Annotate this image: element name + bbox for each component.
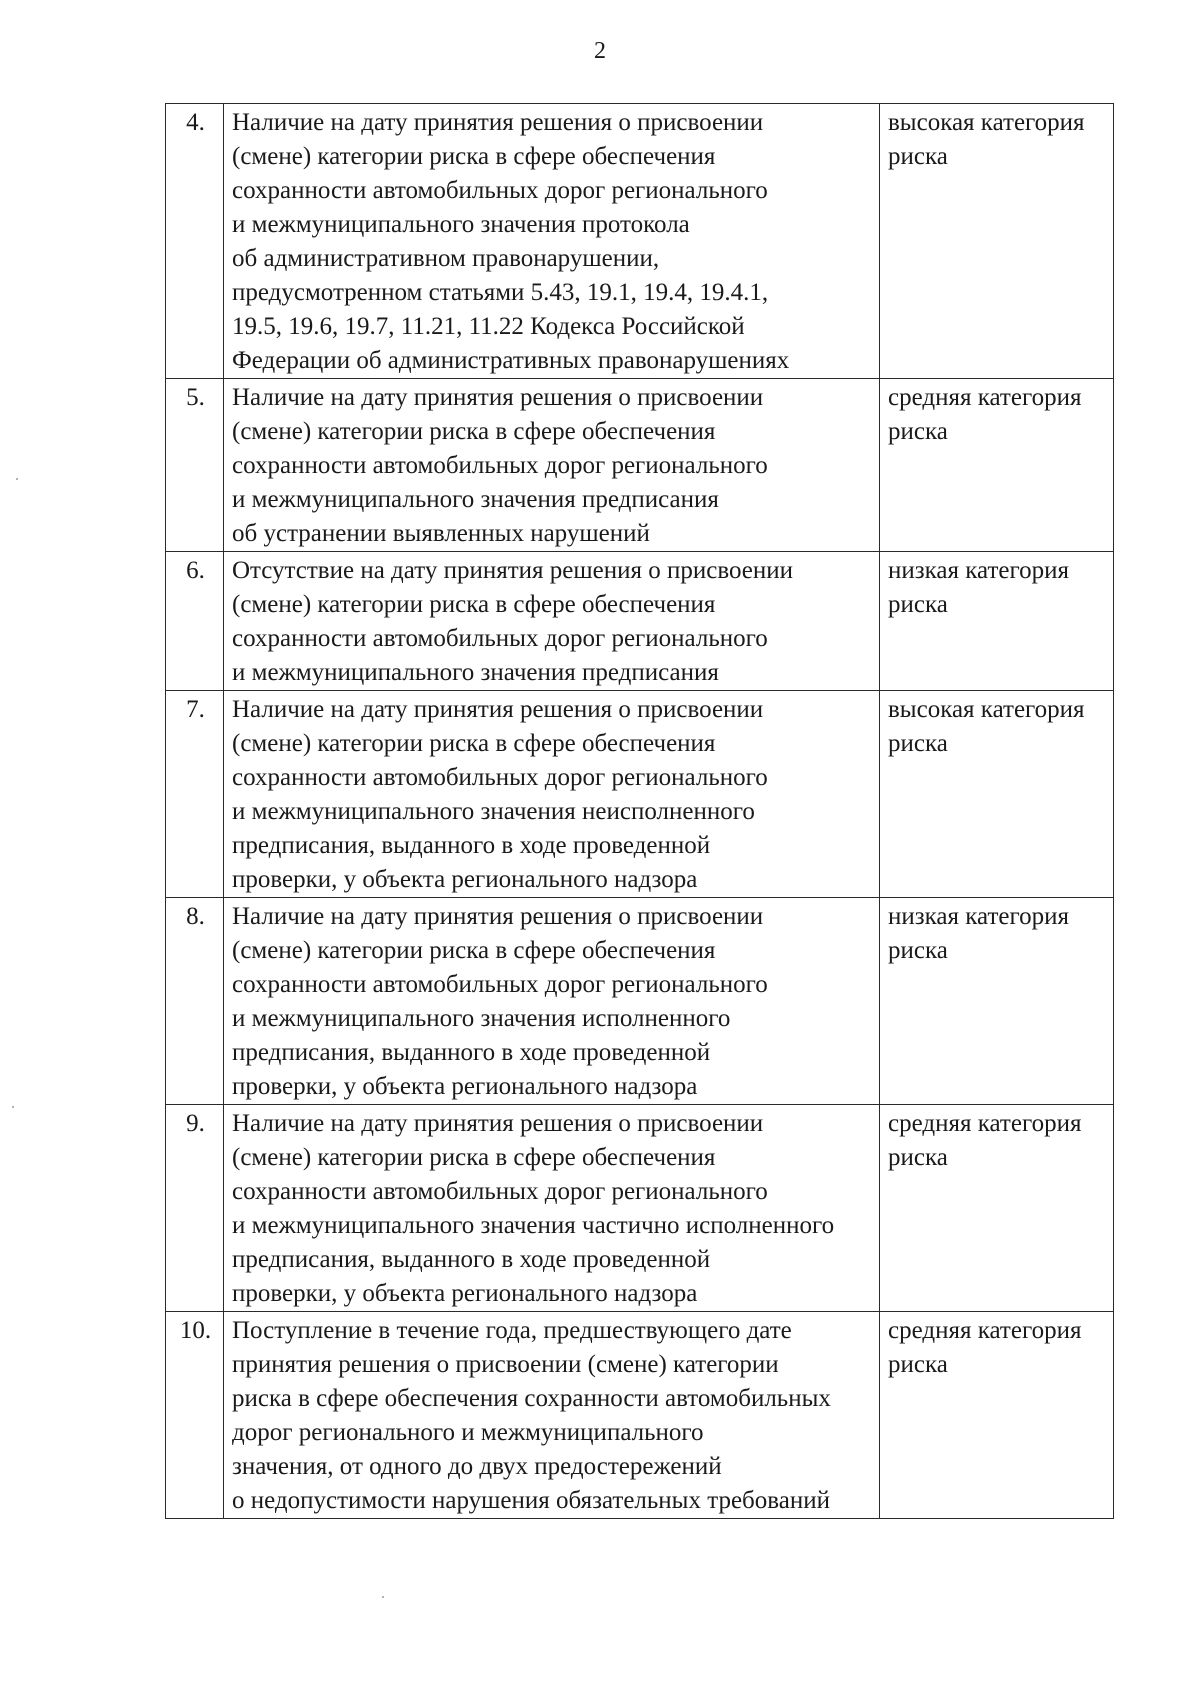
- description-line: (смене) категории риска в сфере обеспечения: [232, 418, 716, 445]
- criterion-description: [224, 104, 880, 379]
- row-number: 6.: [166, 552, 224, 691]
- description-line: предписания, выданного в ходе проведенной: [232, 832, 711, 859]
- description-line: и межмуниципального значения протокола: [232, 211, 690, 238]
- criterion-description: [224, 552, 880, 691]
- description-line: сохранности автомобильных дорог регионального: [232, 177, 768, 204]
- row-number: 4.: [166, 104, 224, 379]
- table-row: [166, 898, 1114, 1105]
- row-number: 7.: [166, 691, 224, 898]
- table-row: [166, 1312, 1114, 1519]
- description-line: сохранности автомобильных дорог регионального: [232, 971, 768, 998]
- risk-category: [880, 379, 1114, 552]
- description-line: Наличие на дату принятия решения о присвоении: [232, 903, 764, 930]
- description-line: дорог регионального и межмуниципального: [232, 1419, 704, 1446]
- risk-category-line: средняя категория: [888, 1110, 1082, 1137]
- row-number: 8.: [166, 898, 224, 1105]
- scan-speck: [382, 1596, 384, 1598]
- description-line: о недопустимости нарушения обязательных требований: [232, 1487, 830, 1514]
- table-row: [166, 104, 1114, 379]
- description-line: принятия решения о присвоении (смене) категории: [232, 1351, 779, 1378]
- scan-speck: [16, 478, 18, 480]
- description-line: и межмуниципального значения неисполненного: [232, 798, 755, 825]
- description-line: сохранности автомобильных дорог регионального: [232, 452, 768, 479]
- table-row: [166, 1105, 1114, 1312]
- risk-category-line: риска: [888, 1144, 948, 1171]
- row-number: 10.: [166, 1312, 224, 1519]
- table-row: [166, 379, 1114, 552]
- description-line: Наличие на дату принятия решения о присвоении: [232, 384, 764, 411]
- description-line: сохранности автомобильных дорог регионального: [232, 625, 768, 652]
- description-line: значения, от одного до двух предостережений: [232, 1453, 722, 1480]
- description-line: и межмуниципального значения частично исполненного: [232, 1212, 835, 1239]
- scan-speck: [12, 1106, 14, 1108]
- risk-category-line: риска: [888, 418, 948, 445]
- description-line: об административном правонарушении,: [232, 245, 660, 272]
- description-line: сохранности автомобильных дорог регионального: [232, 764, 768, 791]
- description-line: Поступление в течение года, предшествующего дате: [232, 1317, 792, 1344]
- criterion-description: [224, 898, 880, 1105]
- table-row: [166, 552, 1114, 691]
- criterion-description: [224, 1312, 880, 1519]
- description-line: риска в сфере обеспечения сохранности автомобильных: [232, 1385, 831, 1412]
- row-number: 9.: [166, 1105, 224, 1312]
- description-line: (смене) категории риска в сфере обеспечения: [232, 591, 716, 618]
- risk-category: [880, 1312, 1114, 1519]
- description-line: (смене) категории риска в сфере обеспечения: [232, 143, 716, 170]
- description-line: предписания, выданного в ходе проведенной: [232, 1246, 711, 1273]
- risk-category-line: высокая категория: [888, 696, 1085, 723]
- risk-category: [880, 104, 1114, 379]
- risk-criteria-table: [165, 103, 1114, 1519]
- description-line: проверки, у объекта регионального надзора: [232, 1280, 698, 1307]
- risk-category-line: низкая категория: [888, 903, 1069, 930]
- description-line: Федерации об административных правонарушениях: [232, 347, 790, 374]
- risk-category-line: риска: [888, 730, 948, 757]
- description-line: предписания, выданного в ходе проведенной: [232, 1039, 711, 1066]
- risk-category-line: средняя категория: [888, 384, 1082, 411]
- risk-category-line: средняя категория: [888, 1317, 1082, 1344]
- description-line: 19.5, 19.6, 19.7, 11.21, 11.22 Кодекса Российской: [232, 313, 745, 340]
- risk-category-line: высокая категория: [888, 109, 1085, 136]
- description-line: (смене) категории риска в сфере обеспечения: [232, 937, 716, 964]
- criterion-description: [224, 379, 880, 552]
- risk-category-line: риска: [888, 937, 948, 964]
- description-line: об устранении выявленных нарушений: [232, 520, 650, 547]
- criterion-description: [224, 1105, 880, 1312]
- description-line: предусмотренном статьями 5.43, 19.1, 19.4, 19.4.1,: [232, 279, 769, 306]
- row-number: 5.: [166, 379, 224, 552]
- description-line: Наличие на дату принятия решения о присвоении: [232, 696, 764, 723]
- risk-category-line: риска: [888, 143, 948, 170]
- description-line: проверки, у объекта регионального надзора: [232, 1073, 698, 1100]
- description-line: проверки, у объекта регионального надзора: [232, 866, 698, 893]
- description-line: и межмуниципального значения исполненного: [232, 1005, 731, 1032]
- description-line: Наличие на дату принятия решения о присвоении: [232, 1110, 764, 1137]
- description-line: и межмуниципального значения предписания: [232, 659, 719, 686]
- table-row: [166, 691, 1114, 898]
- risk-category-line: риска: [888, 591, 948, 618]
- risk-category: [880, 1105, 1114, 1312]
- description-line: Наличие на дату принятия решения о присвоении: [232, 109, 764, 136]
- description-line: и межмуниципального значения предписания: [232, 486, 719, 513]
- description-line: сохранности автомобильных дорог регионального: [232, 1178, 768, 1205]
- description-line: Отсутствие на дату принятия решения о присвоении: [232, 557, 793, 584]
- description-line: (смене) категории риска в сфере обеспечения: [232, 730, 716, 757]
- risk-category-line: риска: [888, 1351, 948, 1378]
- risk-category: [880, 691, 1114, 898]
- criterion-description: [224, 691, 880, 898]
- page-number: 2: [594, 38, 606, 64]
- risk-category: [880, 552, 1114, 691]
- risk-category: [880, 898, 1114, 1105]
- risk-category-line: низкая категория: [888, 557, 1069, 584]
- description-line: (смене) категории риска в сфере обеспечения: [232, 1144, 716, 1171]
